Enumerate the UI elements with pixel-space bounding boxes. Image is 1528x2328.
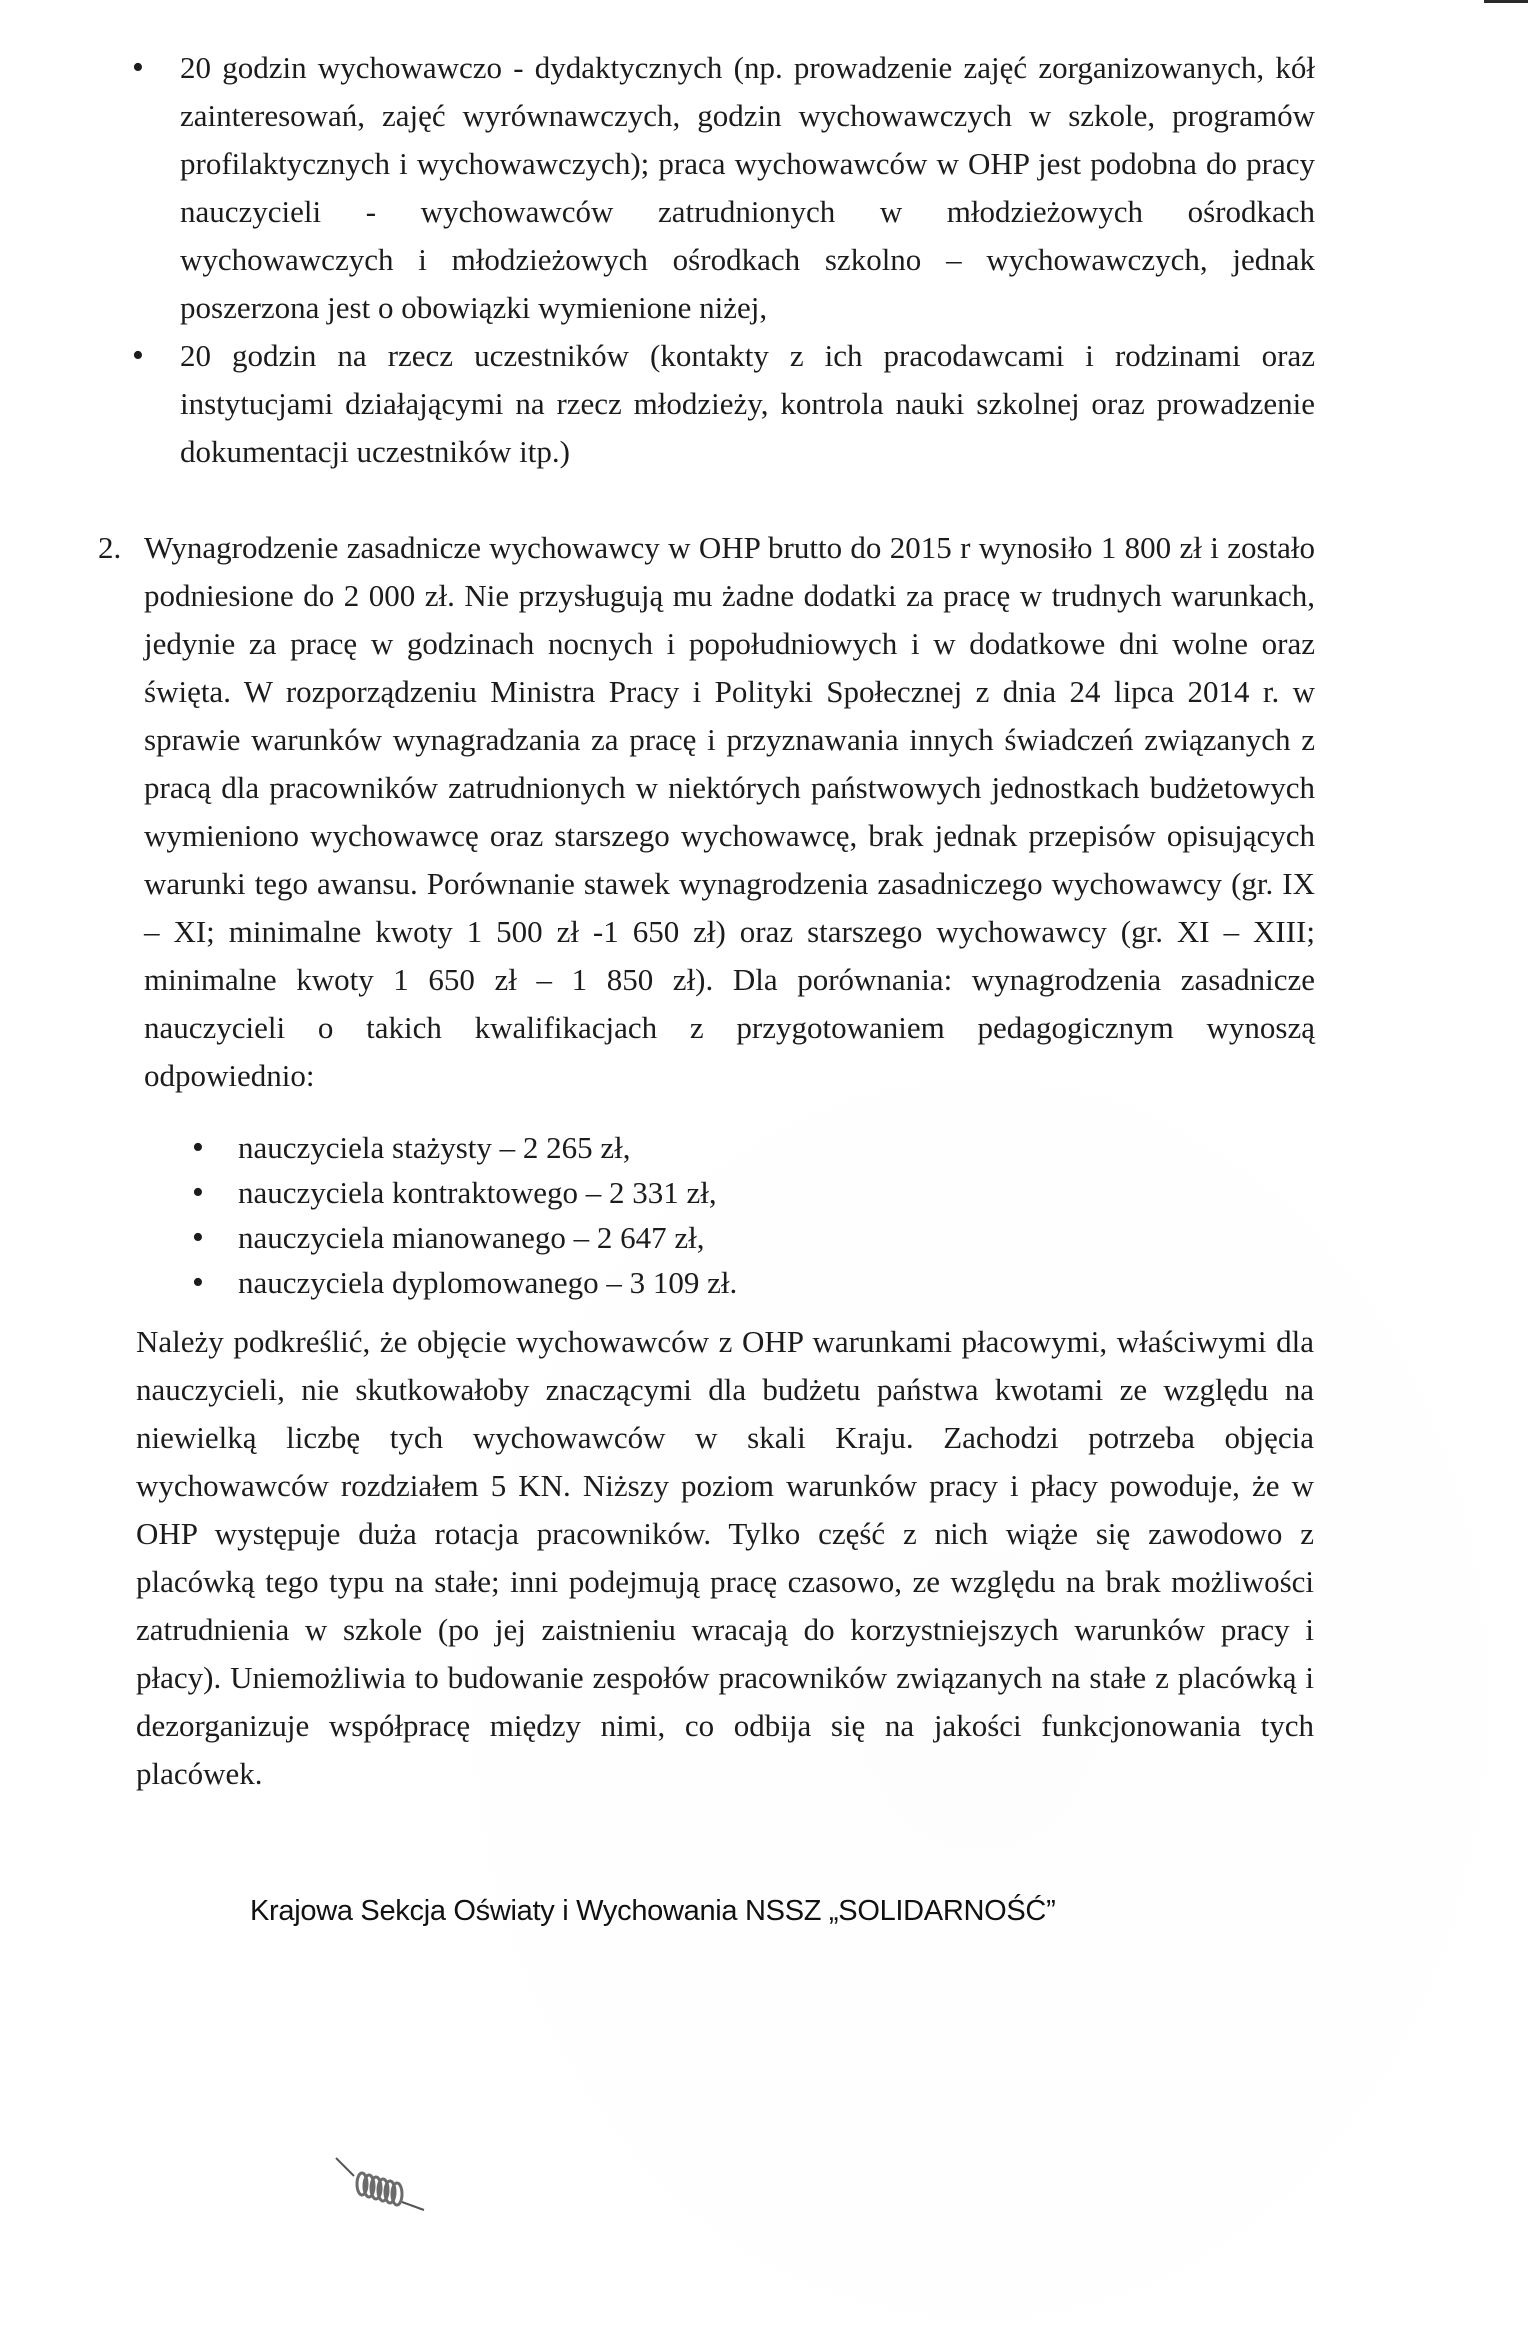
scan-edge-mark [1484,0,1528,3]
salary-item: • nauczyciela kontraktowego – 2 331 zł, [238,1170,938,1215]
hours-bullet-list [180,44,1315,476]
item-text: Wynagrodzenie zasadnicze wychowawcy w OHP brutto do 2015 r wynosiło 1 800 zł i zostało podniesione do 2 000 zł. Nie przysługują mu żadne dodatki za pracę w trudnych warunkach, jedynie za pracę w godzinach nocnych i popołudniowych i w dodatkowe dni wolne oraz święta. W rozporządzeniu Ministra Pracy i Polityki Społecznej z dnia 24 lipca 2014 r. w sprawie warunków wynagradzania za pracę i przyznawania innych świadczeń związanych z pracą dla pracowników zatrudnionych w niektórych państwowych jednostkach budżetowych wymieniono wychowawcę oraz starszego wychowawcę, brak jednak przepisów opisujących warunki tego awansu. Porównanie stawek wynagrodzenia zasadniczego wychowawcy (gr. IX – XI; minimalne kwoty 1 500 zł -1 650 zł) oraz starszego wychowawcy (gr. XI – XIII; minimalne kwoty 1 650 zł – 1 850 zł). Dla porównania: wynagrodzenia zasadnicze nauczycieli o takich kwalifikacjach z przygotowaniem pedagogicznym wynoszą odpowiednio: [144,530,1315,1093]
salary-item: • nauczyciela mianowanego – 2 647 zł, [238,1215,938,1260]
signature-line: Krajowa Sekcja Oświaty i Wychowania NSSZ „SOLIDARNOŚĆ” [250,1895,1056,1927]
bullet-item: • 20 godzin na rzecz uczestników (kontakty z ich pracodawcami i rodzinami oraz instytucjami działającymi na rzecz młodzieży, kontrola nauki szkolnej oraz prowadzenie dokumentacji uczestników itp.) [180,332,1315,476]
numbered-item-2 [98,524,1315,1100]
salary-item: • nauczyciela dyplomowanego – 3 109 zł. [238,1260,938,1305]
salary-list [238,1125,938,1305]
closing-paragraph: Należy podkreślić, że objęcie wychowawców z OHP warunkami płacowymi, właściwymi dla nauczycieli, nie skutkowałoby znaczącymi dla budżetu państwa kwotami ze względu na niewielką liczbę tych wychowawców w skali Kraju. Zachodzi potrzeba objęcia wychowawców rozdziałem 5 KN. Niższy poziom warunków pracy i płacy powoduje, że w OHP występuje duża rotacja pracowników. Tylko część z nich wiąże się zawodowo z placówką tego typu na stałe; inni podejmują pracę czasowo, ze względu na brak możliwości zatrudnienia w szkole (po jej zaistnieniu wracają do korzystniejszych warunków pracy i płacy). Uniemożliwia to budowanie zespołów pracowników związanych na stałe z placówką i dezorganizuje współpracę między nimi, co odbija się na jakości funkcjonowania tych placówek. [136,1324,1314,1791]
bullet-item: • 20 godzin wychowawczo - dydaktycznych (np. prowadzenie zajęć zorganizowanych, kół zainteresowań, zajęć wyrównawczych, godzin wychowawczych w szkole, programów profilaktycznych i wychowawczych); praca wychowawców w OHP jest podobna do pracy nauczycieli - wychowawców zatrudnionych w młodzieżowych ośrodkach wychowawczych i młodzieżowych ośrodkach szkolno – wychowawczych, jednak poszerzona jest o obowiązki wymienione niżej, [180,44,1315,332]
spring-clip-icon [332,2150,432,2220]
item-number: 2. [98,530,122,565]
salary-item: • nauczyciela stażysty – 2 265 zł, [238,1125,938,1170]
